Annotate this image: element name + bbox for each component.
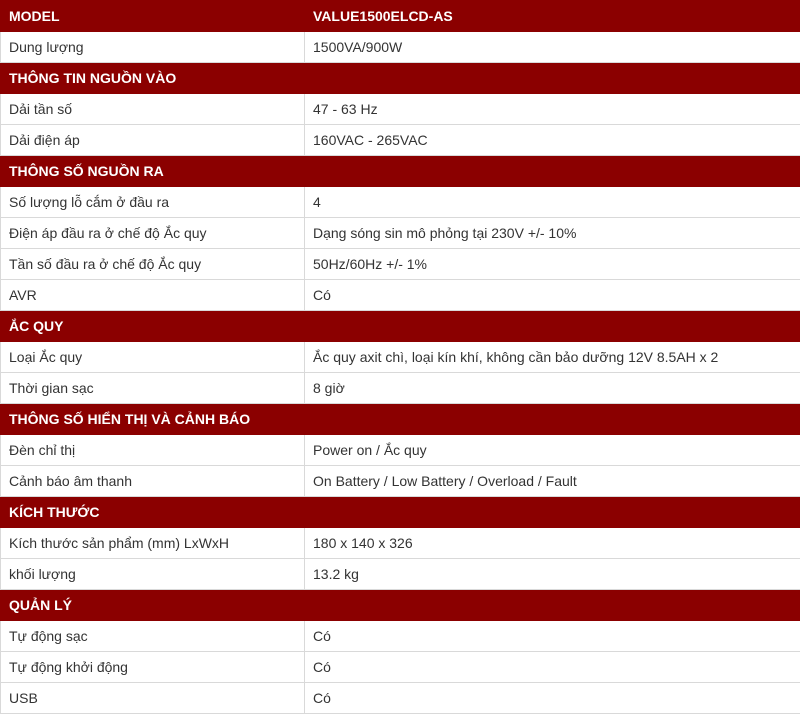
row-label: Dung lượng	[1, 32, 305, 63]
row-value: Dạng sóng sin mô phỏng tại 230V +/- 10%	[305, 218, 800, 249]
table-row	[1, 280, 800, 311]
section-header-row	[1, 404, 800, 435]
section-title: THÔNG SỐ NGUỒN RA	[1, 156, 305, 187]
table-row	[1, 249, 800, 280]
table-row	[1, 32, 800, 63]
row-value: Có	[305, 621, 800, 652]
row-label: AVR	[1, 280, 305, 311]
row-label: Dải tần số	[1, 94, 305, 125]
row-label: Tự động khởi động	[1, 652, 305, 683]
table-row	[1, 435, 800, 466]
section-header-row	[1, 497, 800, 528]
section-title: KÍCH THƯỚC	[1, 497, 305, 528]
section-header-row	[1, 590, 800, 621]
section-spacer	[305, 311, 800, 342]
table-row	[1, 528, 800, 559]
row-value: 50Hz/60Hz +/- 1%	[305, 249, 800, 280]
table-row	[1, 125, 800, 156]
row-value: On Battery / Low Battery / Overload / Fault	[305, 466, 800, 497]
section-title: THÔNG SỐ HIỂN THỊ VÀ CẢNH BÁO	[1, 404, 305, 435]
row-value: 8 giờ	[305, 373, 800, 404]
row-label: khối lượng	[1, 559, 305, 590]
table-row	[1, 652, 800, 683]
row-label: Tần số đầu ra ở chế độ Ắc quy	[1, 249, 305, 280]
section-header-row	[1, 156, 800, 187]
row-value: 4	[305, 187, 800, 218]
row-label: Loại Ắc quy	[1, 342, 305, 373]
section-spacer	[305, 590, 800, 621]
row-value: 13.2 kg	[305, 559, 800, 590]
section-spacer	[305, 63, 800, 94]
header-value: VALUE1500ELCD-AS	[305, 1, 800, 32]
row-value: 180 x 140 x 326	[305, 528, 800, 559]
row-label: Thời gian sạc	[1, 373, 305, 404]
section-spacer	[305, 156, 800, 187]
row-label: Tự động sạc	[1, 621, 305, 652]
table-row	[1, 218, 800, 249]
row-label: Đèn chỉ thị	[1, 435, 305, 466]
row-value: Power on / Ắc quy	[305, 435, 800, 466]
section-title: THÔNG TIN NGUỒN VÀO	[1, 63, 305, 94]
section-spacer	[305, 497, 800, 528]
row-value: 1500VA/900W	[305, 32, 800, 63]
table-header-row	[1, 1, 800, 32]
section-title: QUẢN LÝ	[1, 590, 305, 621]
row-label: Dải điện áp	[1, 125, 305, 156]
section-header-row	[1, 311, 800, 342]
table-row	[1, 466, 800, 497]
row-value: Có	[305, 683, 800, 714]
row-label: Điện áp đầu ra ở chế độ Ắc quy	[1, 218, 305, 249]
table-row	[1, 683, 800, 714]
table-row	[1, 187, 800, 218]
table-row	[1, 621, 800, 652]
table-row	[1, 94, 800, 125]
section-spacer	[305, 404, 800, 435]
table-row	[1, 373, 800, 404]
row-value: 47 - 63 Hz	[305, 94, 800, 125]
row-value: Có	[305, 280, 800, 311]
header-label: MODEL	[1, 1, 305, 32]
section-header-row	[1, 63, 800, 94]
row-label: Số lượng lỗ cắm ở đầu ra	[1, 187, 305, 218]
table-row	[1, 342, 800, 373]
row-label: Cảnh báo âm thanh	[1, 466, 305, 497]
row-value: Có	[305, 652, 800, 683]
table-row	[1, 559, 800, 590]
row-value: 160VAC - 265VAC	[305, 125, 800, 156]
section-title: ẮC QUY	[1, 311, 305, 342]
row-value: Ắc quy axit chì, loại kín khí, không cần bảo dưỡng 12V 8.5AH x 2	[305, 342, 800, 373]
row-label: USB	[1, 683, 305, 714]
row-label: Kích thước sản phẩm (mm) LxWxH	[1, 528, 305, 559]
